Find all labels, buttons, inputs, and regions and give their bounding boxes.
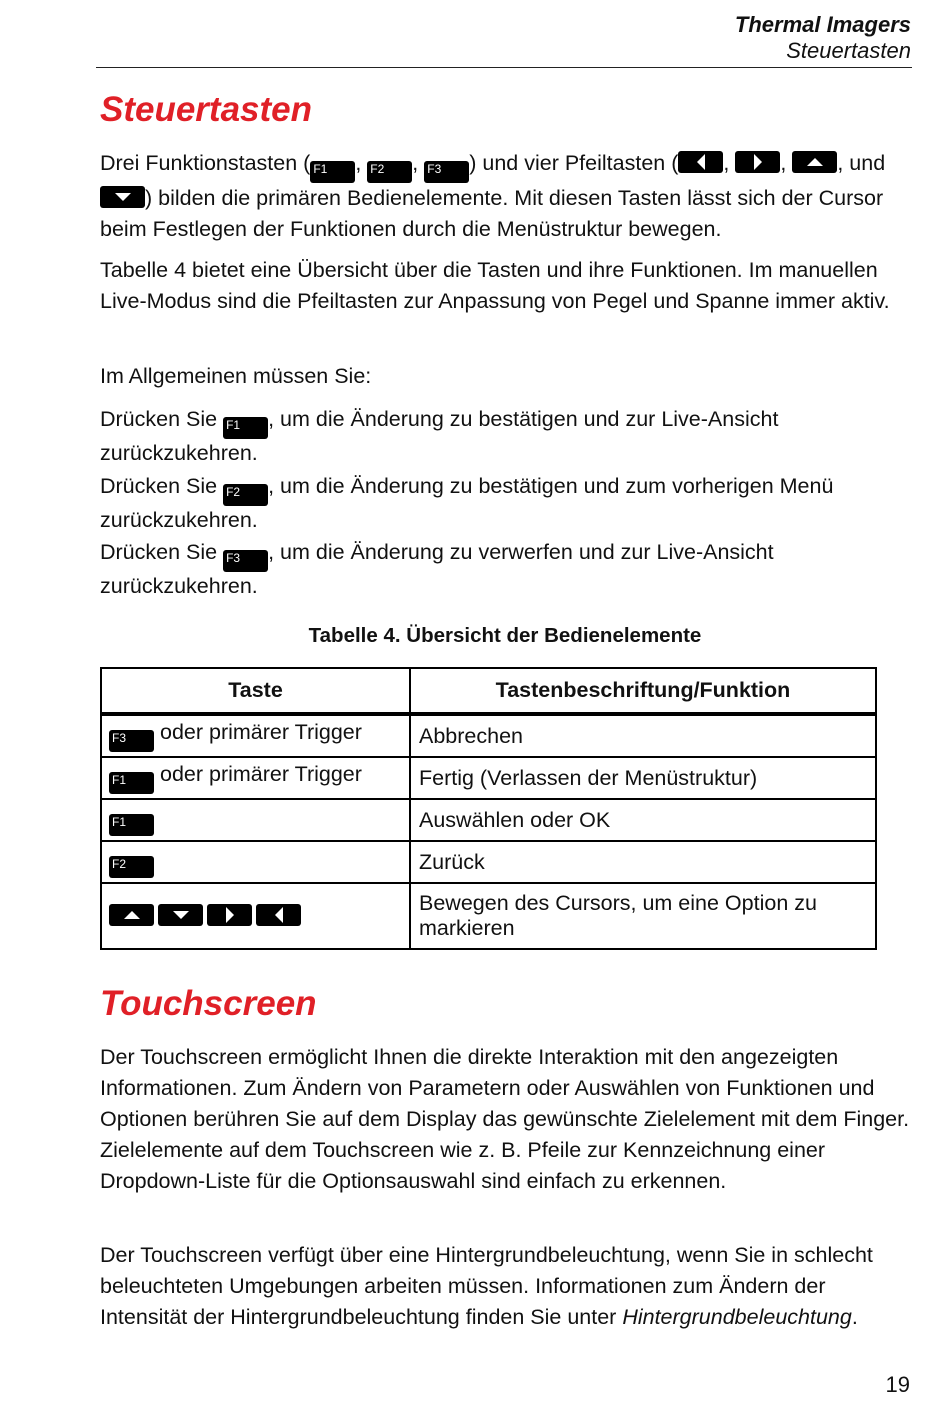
step-text: , um die Änderung zu bestätigen und zum vorherigen Menü zurückzukehren. xyxy=(100,474,834,532)
f1-key-icon: F1 xyxy=(223,417,268,439)
header-title: Thermal Imagers xyxy=(734,12,911,37)
intro-text-a: Drei Funktionstasten ( xyxy=(100,151,311,175)
table-row xyxy=(101,841,876,883)
arrow-up-key-icon xyxy=(792,151,837,173)
arrow-up-key-icon xyxy=(109,904,154,926)
general-instruction: Im Allgemeinen müssen Sie: xyxy=(100,364,372,388)
function-cell: Bewegen des Cursors, um eine Option zu markieren xyxy=(410,883,876,949)
page-number: 19 xyxy=(885,1372,910,1397)
intro-text-b: ) und vier Pfeiltasten ( xyxy=(469,151,679,175)
key-cell-text: oder primärer Trigger xyxy=(159,720,362,744)
table-caption: Tabelle 4. Übersicht der Bedienelemente xyxy=(308,624,702,647)
key-cell xyxy=(101,841,410,883)
f2-key-icon: F2 xyxy=(109,856,154,878)
key-cell xyxy=(101,883,410,949)
step-f1 xyxy=(100,405,912,467)
table-reference-paragraph: Tabelle 4 bietet eine Übersicht über die Tasten und ihre Funktionen. Im manuellen Live-Modus sind die Pfeiltasten zur Anpassung von Pegel und Spanne immer aktiv. xyxy=(100,258,890,313)
press-prefix: Drücken Sie xyxy=(100,407,218,431)
separator: , xyxy=(412,151,419,175)
touchscreen-paragraph-1: Der Touchscreen ermöglicht Ihnen die direkte Interaktion mit den angezeigten Informationen. Zum Ändern von Parametern oder Auswählen von Funktionen und Optionen berühren Sie auf dem Display das gewünschte Zielelement mit dem Finger. Zielelemente auf dem Touchscreen wie z. B. Pfeile zur Kennzeichnung einer Dropdown-Liste für die Optionsauswahl sind einfach zu erkennen. xyxy=(100,1045,910,1193)
arrow-left-key-icon xyxy=(256,904,301,926)
step-f2 xyxy=(100,472,912,534)
separator: , xyxy=(837,151,844,175)
key-cell xyxy=(101,799,410,841)
column-header-key: Taste xyxy=(101,668,410,714)
cross-reference-link[interactable]: Hintergrundbeleuchtung xyxy=(622,1305,852,1329)
header-subtitle: Steuertasten xyxy=(786,38,911,63)
table-header-row xyxy=(101,668,876,714)
arrow-down-key-icon xyxy=(158,904,203,926)
press-prefix: Drücken Sie xyxy=(100,474,218,498)
table-row xyxy=(101,799,876,841)
section-title-steuertasten: Steuertasten xyxy=(100,90,313,129)
intro-text-c: und xyxy=(849,151,886,175)
f1-key-icon: F1 xyxy=(109,814,154,836)
f3-key-icon: F3 xyxy=(424,161,469,183)
f3-key-icon: F3 xyxy=(109,730,154,752)
arrow-right-key-icon xyxy=(735,151,780,173)
f1-key-icon: F1 xyxy=(310,161,355,183)
function-cell: Zurück xyxy=(410,841,876,883)
key-cell xyxy=(101,714,410,757)
controls-table xyxy=(100,667,877,950)
arrow-left-key-icon xyxy=(678,151,723,173)
separator: , xyxy=(355,151,362,175)
f1-key-icon: F1 xyxy=(109,772,154,794)
key-cell-text: oder primärer Trigger xyxy=(159,762,362,786)
section-title-touchscreen: Touchscreen xyxy=(100,984,317,1023)
function-cell: Auswählen oder OK xyxy=(410,799,876,841)
paragraph-text: Der Touchscreen verfügt über eine Hintergrundbeleuchtung, wenn Sie in schlecht beleuchteten Umgebungen arbeiten müssen. Informationen zum Ändern der Intensität der Hintergrundbeleuchtung finden Sie unter xyxy=(100,1243,873,1329)
column-header-function: Tastenbeschriftung/Funktion xyxy=(410,668,876,714)
table-row xyxy=(101,714,876,757)
key-cell xyxy=(101,757,410,799)
arrow-right-key-icon xyxy=(207,904,252,926)
separator: , xyxy=(780,151,787,175)
step-text: , um die Änderung zu verwerfen und zur Live-Ansicht zurückzukehren. xyxy=(100,540,774,598)
press-prefix: Drücken Sie xyxy=(100,540,218,564)
paragraph-end: . xyxy=(851,1305,858,1329)
table-row xyxy=(101,757,876,799)
table-row xyxy=(101,883,876,949)
intro-text-d: ) bilden die primären Bedienelemente. Mit diesen Tasten lässt sich der Cursor beim Festlegen der Funktionen durch die Menüstruktur bewegen. xyxy=(100,186,884,241)
function-cell: Abbrechen xyxy=(410,714,876,757)
f2-key-icon: F2 xyxy=(223,484,268,506)
f2-key-icon: F2 xyxy=(367,161,412,183)
running-header xyxy=(735,11,911,64)
f3-key-icon: F3 xyxy=(223,550,268,572)
step-text: , um die Änderung zu bestätigen und zur Live-Ansicht zurückzukehren. xyxy=(100,407,779,465)
separator: , xyxy=(723,151,730,175)
arrow-down-key-icon xyxy=(100,186,145,208)
function-cell: Fertig (Verlassen der Menüstruktur) xyxy=(410,757,876,799)
touchscreen-paragraph-2 xyxy=(100,1240,912,1333)
intro-paragraph xyxy=(100,148,912,245)
step-f3 xyxy=(100,538,912,600)
header-divider xyxy=(96,67,912,68)
